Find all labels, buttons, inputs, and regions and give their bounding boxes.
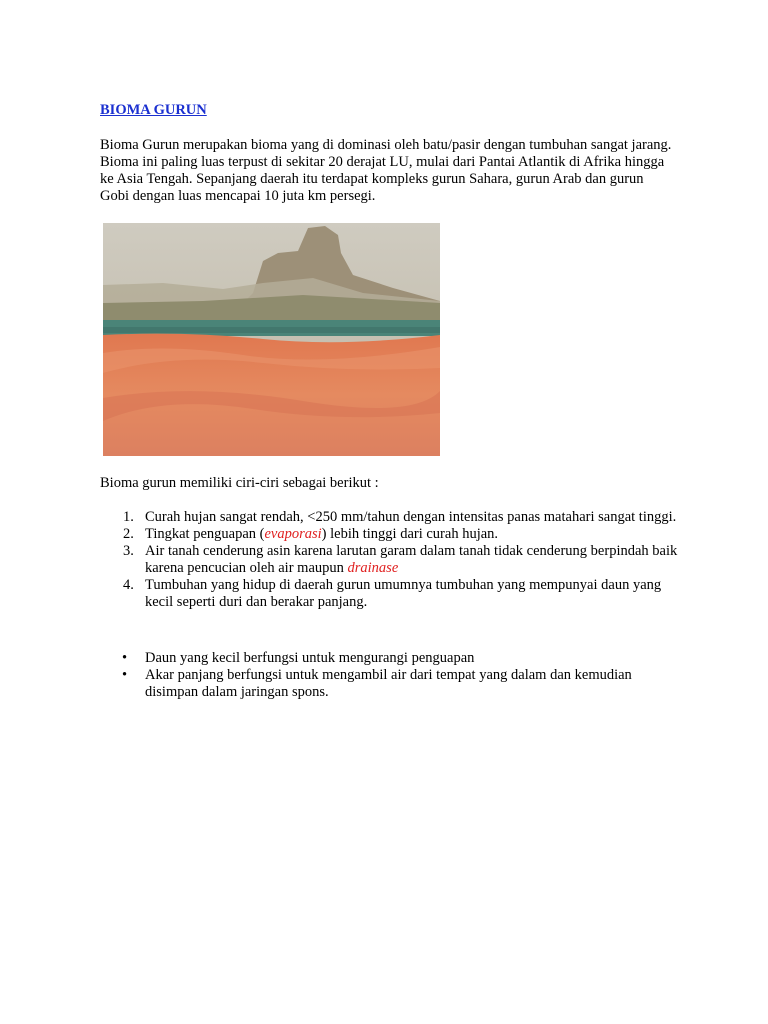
list-item-text: Akar panjang berfungsi untuk mengambil air dari tempat yang dalam dan kemudian disimpan dalam jaringan spons. xyxy=(145,667,632,700)
list-number: 1. xyxy=(123,509,134,525)
list-item xyxy=(100,543,680,577)
list-item-text: Tingkat penguapan ( xyxy=(145,526,265,542)
list-item xyxy=(100,509,680,526)
bullet-icon: • xyxy=(122,667,128,683)
list-item xyxy=(100,650,680,667)
list-item-text: Air tanah cenderung asin karena larutan garam dalam tanah tidak cenderung berpindah baik karena pencucian oleh air maupun xyxy=(145,543,678,576)
list-item-text: Curah hujan sangat rendah, <250 mm/tahun dengan intensitas panas matahari sangat tinggi. xyxy=(145,509,677,525)
list-item-text: Daun yang kecil berfungsi untuk mengurangi penguapan xyxy=(145,650,475,666)
list-item-text: ) lebih tinggi dari curah hujan. xyxy=(321,526,499,542)
intro-paragraph: Bioma Gurun merupakan bioma yang di dominasi oleh batu/pasir dengan tumbuhan sangat jarang. Bioma ini paling luas terpust di sekitar 20 derajat LU, mulai dari Pantai Atlantik di Afrika hingga ke Asia Tengah. Sepanjang daerah itu terdapat kompleks gurun Sahara, gurun Arab dan gurun Gobi dengan luas mencapai 10 juta km persegi. xyxy=(100,137,672,204)
notes-list xyxy=(100,650,680,701)
list-item-text: Tumbuhan yang hidup di daerah gurun umumnya tumbuhan yang mempunyai daun yang kecil seperti duri dan berakar panjang. xyxy=(145,577,662,610)
traits-list xyxy=(100,509,680,611)
list-item xyxy=(100,526,680,543)
list-item xyxy=(100,577,680,611)
list-item xyxy=(100,667,680,701)
emphasis-term: drainase xyxy=(347,560,399,576)
list-number: 2. xyxy=(123,526,134,542)
emphasis-term: evaporasi xyxy=(264,526,322,542)
list-number: 3. xyxy=(123,543,134,559)
traits-intro: Bioma gurun memiliki ciri-ciri sebagai berikut : xyxy=(100,475,379,491)
list-number: 4. xyxy=(123,577,134,593)
bullet-icon: • xyxy=(122,650,128,666)
page-title[interactable]: BIOMA GURUN xyxy=(100,102,207,118)
desert-photo xyxy=(103,223,440,456)
